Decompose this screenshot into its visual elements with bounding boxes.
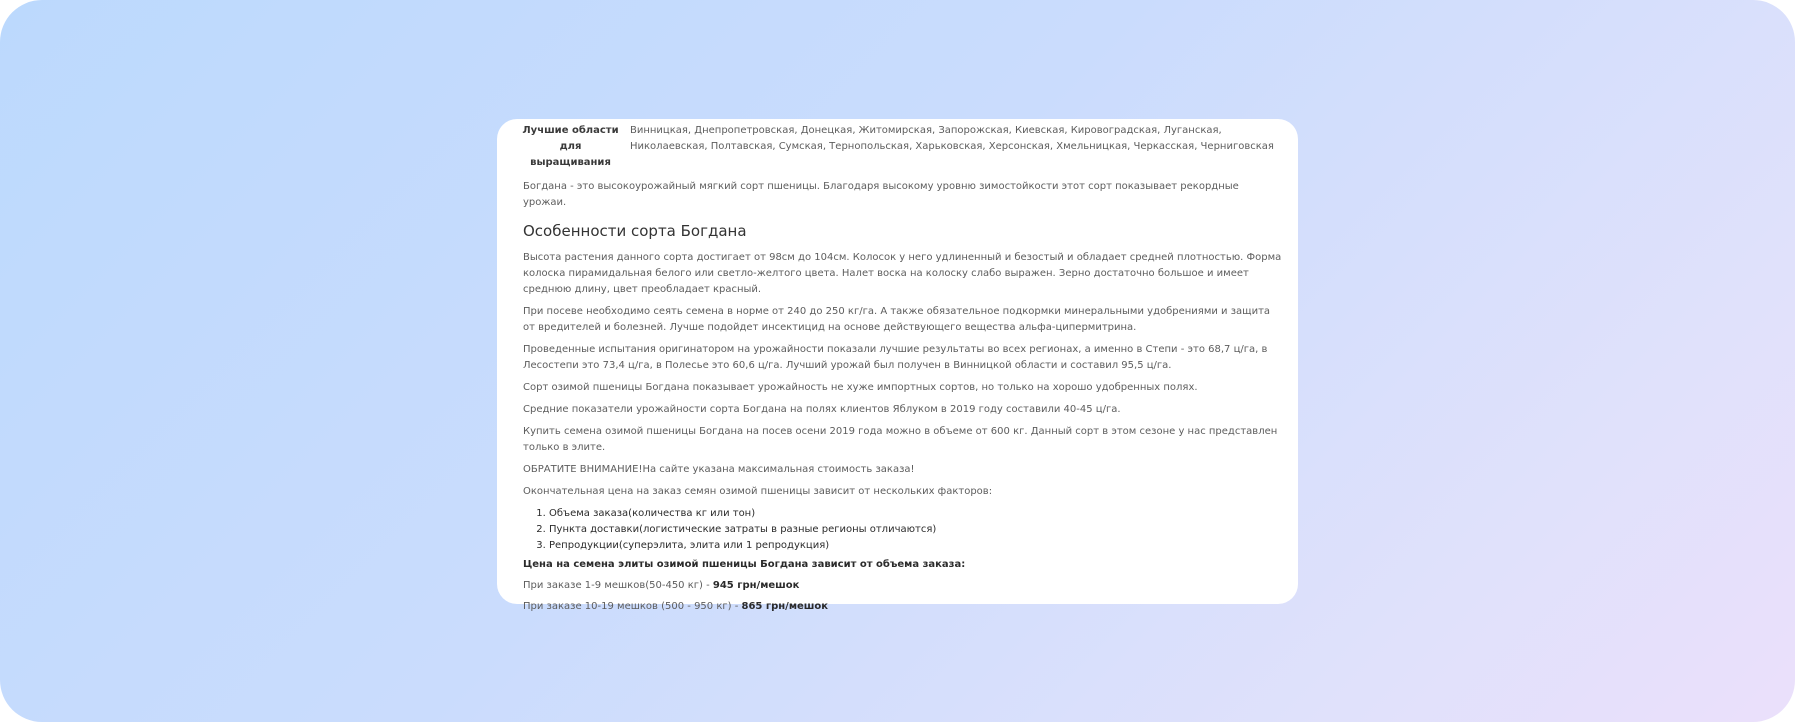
paragraph-yield-trials: Проведенные испытания оригинатором на урожайности показали лучшие результаты во всех регионах, а именно в Степи - это 68,7 ц/га, в Лесостепи это 73,4 ц/га, в Полесье это 60,6 ц/га. Лучший урожай был получен в Винницкой области и составил 95,5 ц/га.	[523, 344, 1268, 371]
price-condition: При заказе 10-19 мешков (500 - 950 кг) -	[523, 601, 742, 612]
price-factors-list	[523, 506, 1284, 554]
paragraph-yield-comparison: Сорт озимой пшеницы Богдана показывает урожайность не хуже импортных сортов, но только на хорошо удобренных полях.	[523, 382, 1198, 393]
price-line	[523, 599, 1284, 615]
regions-label: Лучшие области для выращивания	[522, 125, 619, 168]
list-item: 2. Пункта доставки(логистические затраты в разные регионы отличаются)	[549, 522, 1284, 538]
price-heading: Цена на семена элиты озимой пшеницы Богдана зависит от объема заказа:	[523, 559, 966, 570]
paragraph-average-yield: Средние показатели урожайности сорта Богдана на полях клиентов Яблуком в 2019 году составили 40-45 ц/га.	[523, 404, 1121, 415]
price-value: 945 грн/мешок	[712, 580, 800, 591]
paragraph-sowing-norm: При посеве необходимо сеять семена в норме от 240 до 250 кг/га. А также обязательное подкормки минеральными удобрениями и защита от вредителей и болезней. Лучше подойдет инсектицид на основе действующего вещества альфа-ципермитрина.	[523, 306, 1271, 333]
paragraph-buy-seeds: Купить семена озимой пшеницы Богдана на посев осени 2019 года можно в объеме от 600 кг. Данный сорт в этом сезоне у нас представлен только в элите.	[523, 426, 1278, 453]
regions-value: Винницкая, Днепропетровская, Донецкая, Житомирская, Запорожская, Киевская, Кировоградская, Луганская, Николаевская, Полтавская, Сумская, Тернопольская, Харьковская, Херсонская, Хмельницкая, Черкасская, Черниговская	[630, 125, 1274, 152]
paragraph-final-price: Окончательная цена на заказ семян озимой пшеницы зависит от нескольких факторов:	[523, 486, 993, 497]
section-heading: Особенности сорта Богдана	[523, 222, 747, 240]
list-item: 1. Объема заказа(количества кг или тон)	[549, 506, 1284, 522]
paragraph-attention: ОБРАТИТЕ ВНИМАНИЕ!На сайте указана максимальная стоимость заказа!	[523, 464, 915, 475]
price-line	[523, 578, 1284, 594]
price-condition: При заказе 1-9 мешков(50-450 кг) -	[523, 580, 713, 591]
product-description-card	[497, 119, 1298, 612]
regions-row	[523, 123, 1284, 171]
price-value: 865 грн/мешок	[741, 601, 829, 612]
paragraph-plant-height: Высота растения данного сорта достигает от 98см до 104см. Колосок у него удлиненный и безостый и обладает средней плотностью. Форма колоска пирамидальная белого или светло-желтого цвета. Налет воска на колоску слабо выражен. Зерно достаточно большое и имеет среднюю длину, цвет преобладает красный.	[523, 252, 1282, 295]
intro-text: Богдана - это высокоурожайный мягкий сорт пшеницы. Благодаря высокому уровню зимостойкости этот сорт показывает рекордные урожаи.	[523, 181, 1239, 208]
list-item: 3. Репродукции(суперэлита, элита или 1 репродукция)	[549, 538, 1284, 554]
